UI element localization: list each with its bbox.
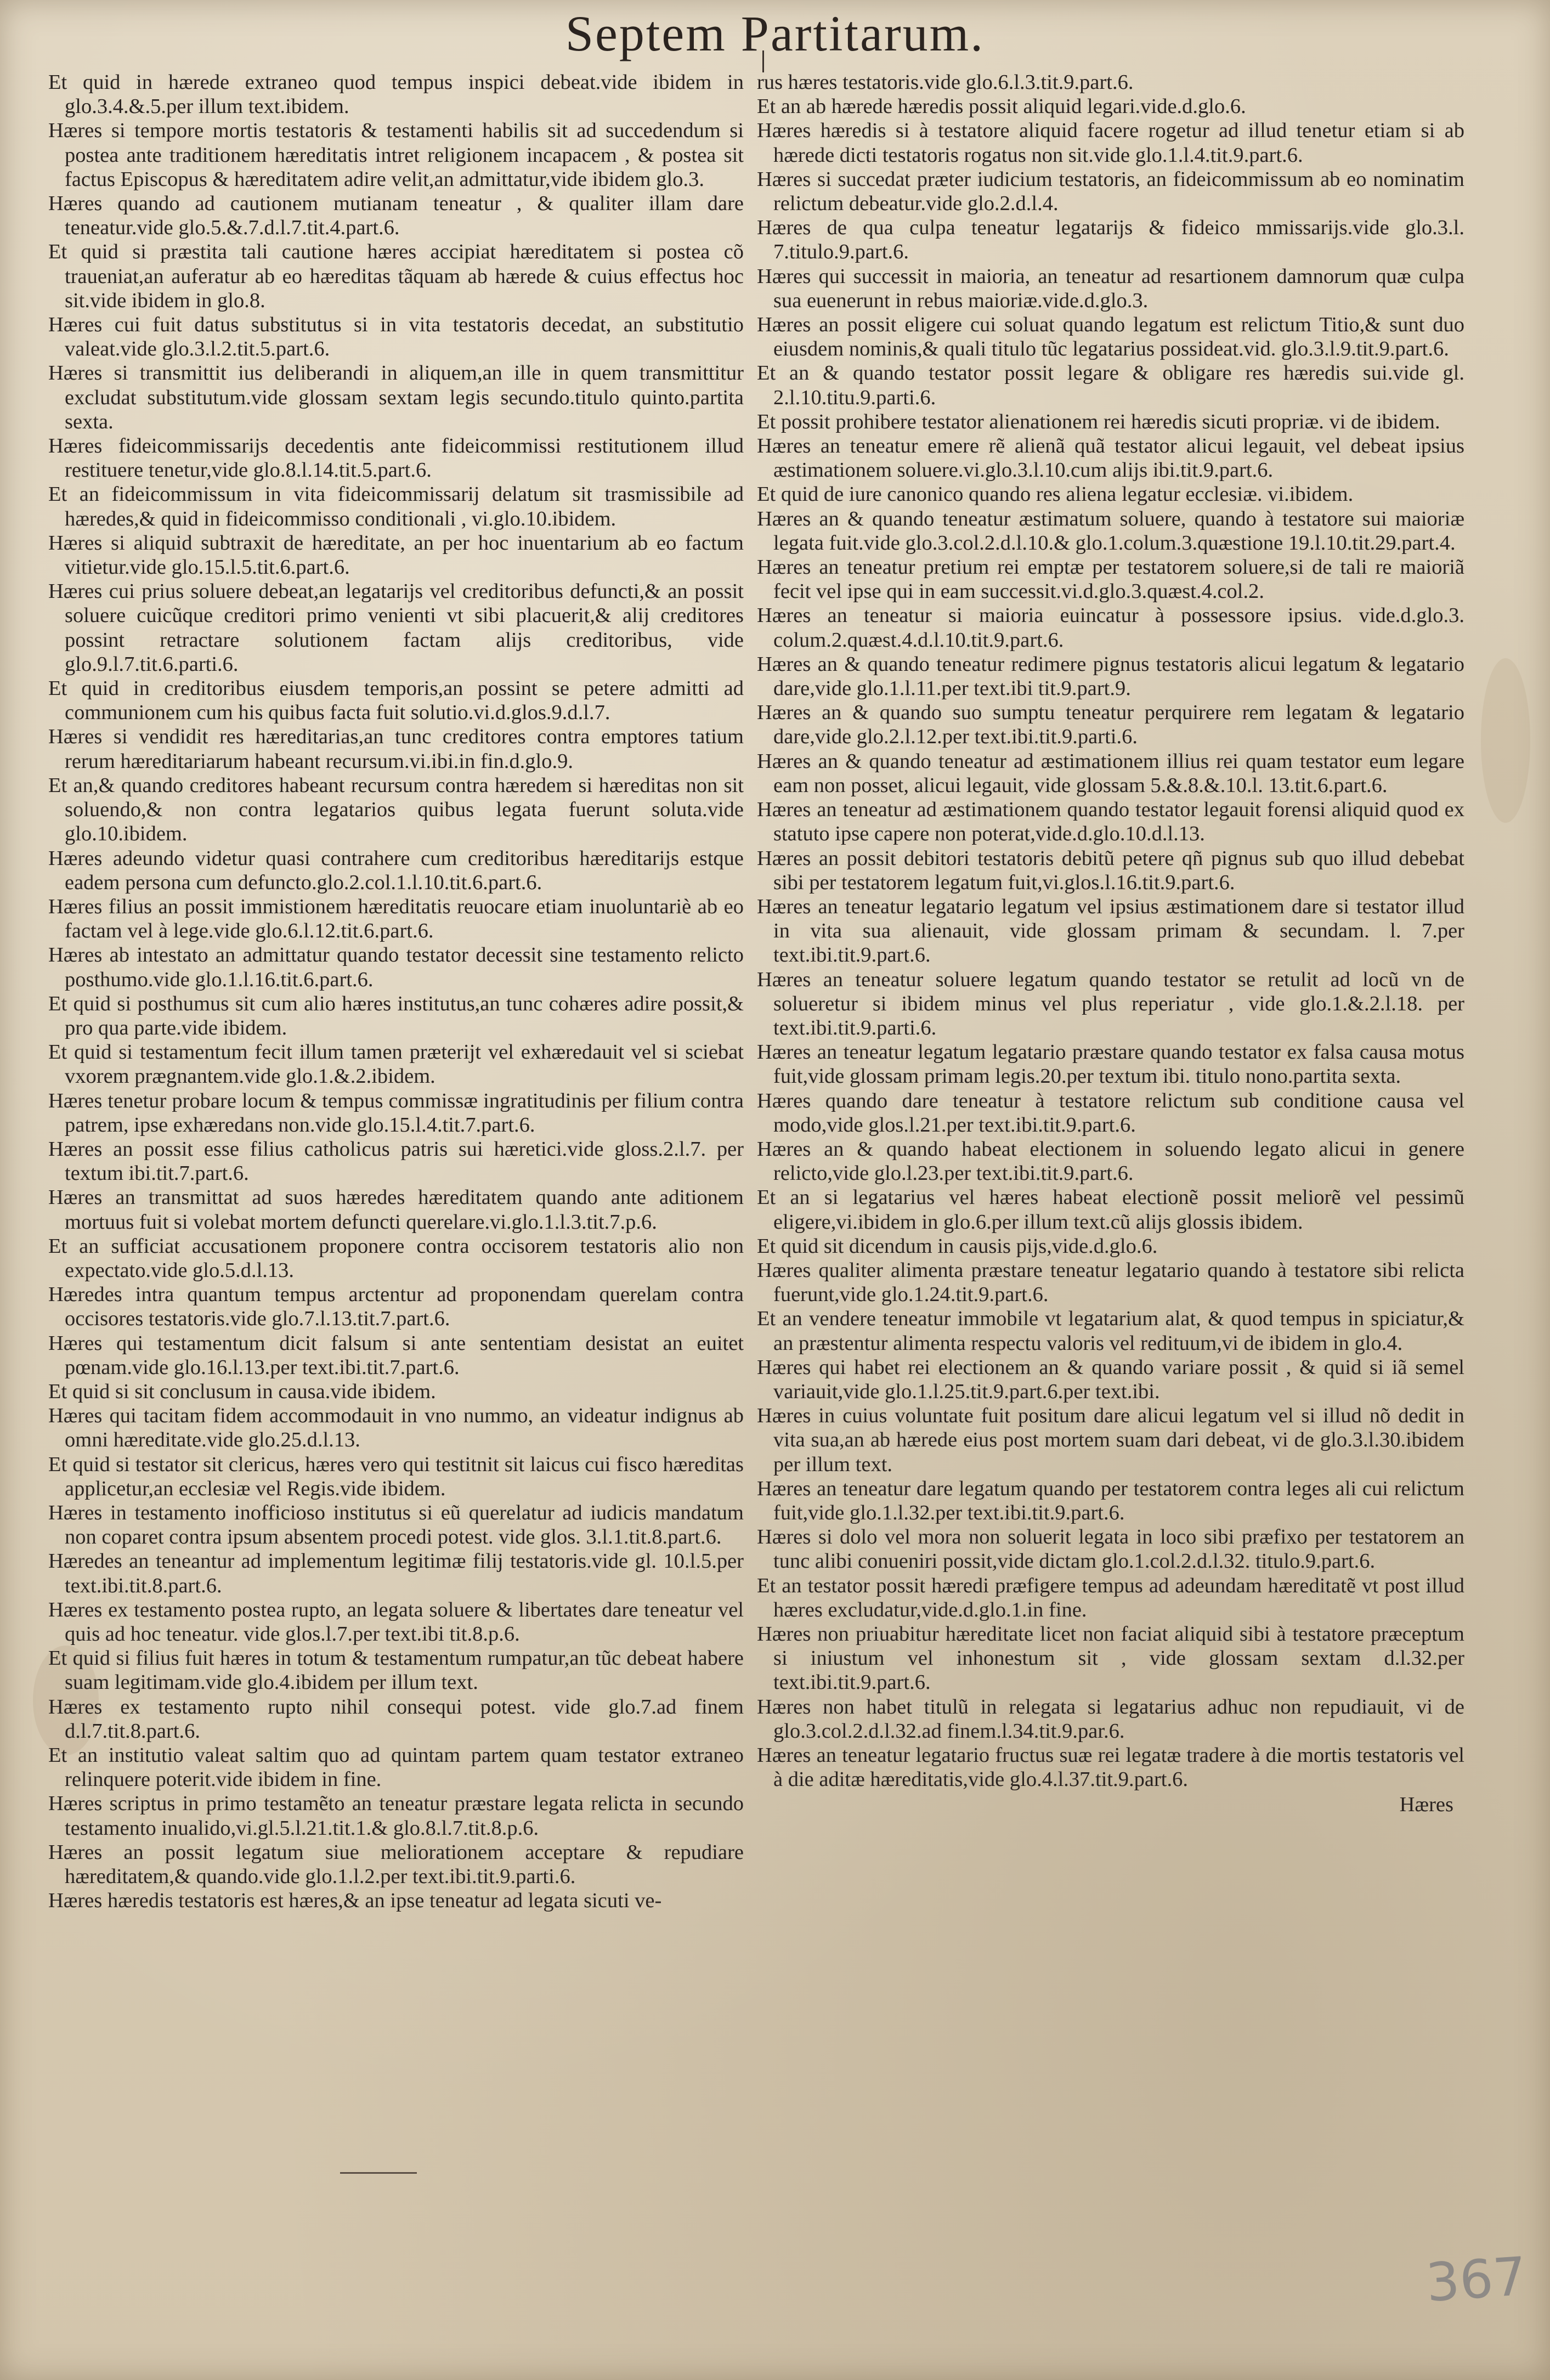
index-entry: rus hæres testatoris.vide glo.6.l.3.tit.9.part.6. bbox=[757, 71, 1134, 94]
index-entry: Et possit prohibere testator alienationem rei hæredis sicuti propriæ. vi de ibidem. bbox=[757, 410, 1440, 433]
index-entry: Et an si legatarius vel hæres habeat electionẽ possit meliorẽ vel pessimũ eligere,vi.ibidem in glo.6.per illum text.cũ alijs glossis ibidem. bbox=[757, 1186, 1464, 1234]
index-entry: Hæres an teneatur legatario fructus suæ rei legatæ tradere à die mortis testatoris vel à die aditæ hæreditatis,vide glo.4.l.37.tit.9.part.6. bbox=[757, 1744, 1464, 1791]
index-entry: Hæres an teneatur dare legatum quando per testatorem contra leges ali cui relictum fuit,vide glo.1.l.32.per text.ibi.tit.9.part.6. bbox=[757, 1477, 1464, 1524]
index-entry: Hæres an & quando teneatur ad æstimationem illius rei quam testator eum legare eam non posset, alicui legauit, vide glossam 5.&.8.&.10.l. 13.tit.6.part.6. bbox=[757, 749, 1464, 797]
index-entry: Hæres non priuabitur hæreditate licet non faciat aliquid sibi à testatore præceptum si iniustum vel inhonestum sit , vide glossam sextam d.l.32.per text.ibi.tit.9.part.6. bbox=[757, 1623, 1464, 1694]
index-entry: Et quid si præstita tali cautione hæres accipiat hæreditatem si postea cõ traueniat,an auferatur ab eo hæreditas tãquam ab hærede & cuius effectus hoc sit.vide ibidem in glo.8. bbox=[48, 240, 744, 312]
index-entry: Hæres ab intestato an admittatur quando testator decessit sine testamento relicto posthumo.vide glo.1.l.16.tit.6.part.6. bbox=[48, 943, 744, 991]
index-entry: Et an testator possit hæredi præfigere tempus ad adeundam hæreditatẽ vt post illud hæres excludatur,vide.d.glo.1.in fine. bbox=[757, 1574, 1464, 1621]
index-entry: Hæres an & quando teneatur æstimatum soluere, quando à testatore sui maioriæ legata fuit.vide glo.3.col.2.d.l.10.& glo.1.colum.3.quæstione 19.l.10.tit.29.part.4. bbox=[757, 507, 1464, 555]
index-entry: Hæres in testamento inofficioso institutus si eũ querelatur ad iudicis mandatum non coparet contra ipsum absentem procedi potest. vide glos. 3.l.1.tit.8.part.6. bbox=[48, 1501, 744, 1549]
right-entries bbox=[757, 70, 1464, 1791]
index-entry: Hæres an transmittat ad suos hæredes hæreditatem quando ante aditionem mortuus fuit si volebat mortem defuncti querelare.vi.glo.1.l.3.tit.7.p.6. bbox=[48, 1186, 744, 1234]
index-entry: Hæres an teneatur pretium rei emptæ per testatorem soluere,si de tali re maioriã fecit vel ipse qui in eam successit.vi.d.glo.3.quæst.4.col.2. bbox=[757, 556, 1464, 603]
index-entry: Et quid in hærede extraneo quod tempus inspici debeat.vide ibidem in glo.3.4.&.5.per illum text.ibidem. bbox=[48, 71, 744, 118]
index-entry: Hæres an possit esse filius catholicus patris sui hæretici.vide gloss.2.l.7. per textum ibi.tit.7.part.6. bbox=[48, 1137, 744, 1185]
catchword: Hæres bbox=[1399, 1793, 1453, 1817]
index-entry: Hæres an teneatur si maioria euincatur à possessore ipsius. vide.d.glo.3. colum.2.quæst.4.d.l.10.tit.9.part.6. bbox=[757, 604, 1464, 652]
index-entry: Et an fideicommissum in vita fideicommissarij delatum sit trasmissibile ad hæredes,& quid in fideicommisso conditionali , vi.glo.10.ibidem. bbox=[48, 483, 744, 530]
right-index-column bbox=[757, 70, 1464, 1817]
index-entry: Hæres qualiter alimenta præstare teneatur legatario quando à testatore sibi relicta fuerunt,vide glo.1.24.tit.9.part.6. bbox=[757, 1258, 1464, 1307]
index-entry: Et quid de iure canonico quando res aliena legatur ecclesiæ. vi.ibidem. bbox=[757, 483, 1354, 506]
index-entry: Et an ab hærede hæredis possit aliquid legari.vide.d.glo.6. bbox=[757, 95, 1246, 118]
index-entry: Hæres qui habet rei electionem an & quando variare possit , & quid si iã semel variauit,vide glo.1.l.25.tit.9.part.6.per text.ibi. bbox=[757, 1355, 1464, 1403]
index-entry: Hæres an teneatur legatario legatum vel ipsius æstimationem dare si testator illud in vita sua alienauit, vide glossam primam & secundam. l. 7.per text.ibi.tit.9.part.6. bbox=[757, 895, 1464, 967]
index-entry: Et an sufficiat accusationem proponere contra occisorem testatoris alio non expectato.vide glo.5.d.l.13. bbox=[48, 1234, 744, 1282]
index-entry: Hæres si vendidit res hæreditarias,an tunc creditores contra emptores tatium rerum hæreditariarum habeant recursum.vi.ibi.in fin.d.glo.9. bbox=[48, 725, 744, 773]
index-entry: Hæres adeundo videtur quasi contrahere cum creditoribus hæreditarijs estque eadem persona cum defuncto.glo.2.col.1.l.10.tit.6.part.6. bbox=[48, 846, 744, 894]
pencil-folio-number: 367 bbox=[1424, 2245, 1529, 2314]
index-entry: Hæres filius an possit immistionem hæreditatis reuocare etiam inuoluntariè ab eo factam vel à lege.vide glo.6.l.12.tit.6.part.6. bbox=[48, 895, 744, 943]
index-entry: Hæres hæredis si à testatore aliquid facere rogetur ad illud tenetur etiam si ab hærede dicti testatoris rogatus non sit.vide glo.1.l.4.tit.9.part.6. bbox=[757, 119, 1464, 167]
index-entry: Hæres cui fuit datus substitutus si in vita testatoris decedat, an substitutio valeat.vide glo.3.l.2.tit.5.part.6. bbox=[48, 313, 744, 361]
index-entry: Hæres si aliquid subtraxit de hæreditate, an per hoc inuentarium ab eo factum vitietur.vide glo.15.l.5.tit.6.part.6. bbox=[48, 531, 744, 579]
index-entry: Hæres si succedat præter iudicium testatoris, an fideicommissum ab eo nominatim relictum debeatur.vide glo.2.d.l.4. bbox=[757, 167, 1464, 216]
index-entry: Hæres an & quando teneatur redimere pignus testatoris alicui legatum & legatario dare,vide glo.1.l.11.per text.ibi tit.9.part.9. bbox=[757, 652, 1464, 700]
index-entry: Hæres qui successit in maioria, an teneatur ad resartionem damnorum quæ culpa sua euenerunt in rebus maioriæ.vide.d.glo.3. bbox=[757, 264, 1464, 312]
index-entry: Et quid si testator sit clericus, hæres vero qui testitnit sit laicus cui fisco hæreditas applicetur,an ecclesiæ vel Regis.vide ibidem. bbox=[48, 1452, 744, 1500]
index-entry: Hæres cui prius soluere debeat,an legatarijs vel creditoribus defuncti,& an possit soluere cuicũque creditori primo venienti vt sibi placuerit,& alij creditores possint retractare solutionem factam alijs creditoribus, vide glo.9.l.7.tit.6.parti.6. bbox=[48, 580, 744, 676]
running-head: Septem Partitarum. bbox=[565, 5, 985, 61]
index-entry: Hæres quando ad cautionem mutianam teneatur , & qualiter illam dare teneatur.vide glo.5.&.7.d.l.7.tit.4.part.6. bbox=[48, 192, 744, 240]
column-end-rule bbox=[340, 2172, 417, 2174]
index-entry: Hæres an & quando habeat electionem in soluendo legato alicui in genere relicto,vide glo.l.23.per text.ibi.tit.9.part.6. bbox=[757, 1137, 1464, 1185]
index-entry: Hæres scriptus in primo testamẽto an teneatur præstare legata relicta in secundo testamento inualido,vi.gl.5.l.21.tit.1.& glo.8.l.7.tit.8.p.6. bbox=[48, 1792, 744, 1840]
paper-stain bbox=[1481, 658, 1530, 823]
index-entry: Et quid sit dicendum in causis pijs,vide.d.glo.6. bbox=[757, 1234, 1158, 1258]
head-ornament-mark bbox=[762, 50, 770, 72]
index-entry: Hæres si tempore mortis testatoris & testamenti habilis sit ad succedendum si postea ante traditionem hæreditatis intret religionem incapacem , & postea sit factus Episcopus & hæreditatem adire velit,an admittatur,vide ibidem glo.3. bbox=[48, 119, 744, 191]
index-entry: Hæres qui tacitam fidem accommodauit in vno nummo, an videatur indignus ab omni hæreditate.vide glo.25.d.l.13. bbox=[48, 1404, 744, 1452]
index-entry: Et quid si testamentum fecit illum tamen præterijt vel exhæredauit vel si sciebat vxorem prægnantem.vide glo.1.&.2.ibidem. bbox=[48, 1041, 744, 1088]
index-entry: Hæres an & quando suo sumptu teneatur perquirere rem legatam & legatario dare,vide glo.2.l.12.per text.ibi.tit.9.parti.6. bbox=[757, 701, 1464, 749]
index-entry: Et quid in creditoribus eiusdem temporis,an possint se petere admitti ad communionem cum his quibus facta fuit solutio.vi.d.glos.9.d.l.7. bbox=[48, 677, 744, 725]
index-entry: Hæres ex testamento rupto nihil consequi potest. vide glo.7.ad finem d.l.7.tit.8.part.6. bbox=[48, 1695, 744, 1743]
index-entry: Hæres ex testamento postea rupto, an legata soluere & libertates dare teneatur vel quis ad hoc teneatur. vide glos.l.7.per text.ibi tit.8.p.6. bbox=[48, 1598, 744, 1646]
index-entry: Hæres si transmittit ius deliberandi in aliquem,an ille in quem transmittitur excludat substitutum.vide glossam sextam legis secundo.titulo quinto.partita sexta. bbox=[48, 361, 744, 433]
index-entry: Hæres an possit legatum siue meliorationem acceptare & repudiare hæreditatem,& quando.vide glo.1.l.2.per text.ibi.tit.9.parti.6. bbox=[48, 1840, 744, 1889]
index-entry: Et an,& quando creditores habeant recursum contra hæredem si hæreditas non sit soluendo,& non contra legatarios quibus legata fuerunt soluta.vide glo.10.ibidem. bbox=[48, 773, 744, 846]
index-entry: Hæres hæredis testatoris est hæres,& an ipse teneatur ad legata sicuti ve- bbox=[48, 1889, 662, 1913]
index-entry: Hæres an teneatur legatum legatario præstare quando testator ex falsa causa motus fuit,vide glossam primam legis.20.per textum ibi. titulo nono.partita sexta. bbox=[757, 1041, 1464, 1088]
index-entry: Hæres non habet titulũ in relegata si legatarius adhuc non repudiauit, vi de glo.3.col.2.d.l.32.ad finem.l.34.tit.9.par.6. bbox=[757, 1695, 1464, 1743]
index-entry: Hæres an teneatur ad æstimationem quando testator legauit forensi aliquid quod ex statuto ipse capere non poterat,vide.d.glo.10.d.l.13. bbox=[757, 798, 1464, 846]
index-entry: Hæres an teneatur soluere legatum quando testator se retulit ad locũ vn de solueretur si ibidem minus vel plus reperiatur , vide glo.1.&.2.l.18. per text.ibi.tit.9.parti.6. bbox=[757, 968, 1464, 1039]
index-entry: Et an institutio valeat saltim quo ad quintam partem quam testator extraneo relinquere poterit.vide ibidem in fine. bbox=[48, 1744, 744, 1791]
index-entry: Et quid si sit conclusum in causa.vide ibidem. bbox=[48, 1380, 436, 1403]
index-entry: Et an vendere teneatur immobile vt legatarium alat, & quod tempus in spiciatur,& an præstentur alimenta respectu valoris vel redituum,vi de ibidem in glo.4. bbox=[757, 1307, 1464, 1355]
index-entry: Hæres an possit debitori testatoris debitũ petere qñ pignus sub quo illud debebat sibi per testatorem legatum fuit,vi.glos.l.16.tit.9.part.6. bbox=[757, 846, 1464, 894]
left-index-column bbox=[48, 70, 744, 1913]
index-entry: Hæres an teneatur emere rẽ alienã quã testator alicui legauit, vel debeat ipsius æstimationem soluere.vi.glo.3.l.10.cum alijs ibi.tit.9.part.6. bbox=[757, 434, 1464, 482]
index-entry: Hæres quando dare teneatur à testatore relictum sub conditione causa vel modo,vide glos.l.21.per text.ibi.tit.9.part.6. bbox=[757, 1089, 1464, 1137]
index-entry: Hæres qui testamentum dicit falsum si ante sententiam desistat an euitet pœnam.vide glo.16.l.13.per text.ibi.tit.7.part.6. bbox=[48, 1331, 744, 1379]
index-entry: Et an & quando testator possit legare & obligare res hæredis sui.vide gl. 2.l.10.titu.9.parti.6. bbox=[757, 361, 1464, 409]
index-entry: Hæres de qua culpa teneatur legatarijs & fideico mmissarijs.vide glo.3.l. 7.titulo.9.part.6. bbox=[757, 216, 1464, 264]
index-entry: Hæres si dolo vel mora non soluerit legata in loco sibi præfixo per testatorem an tunc alibi conueniri possit,vide dictam glo.1.col.2.d.l.32. titulo.9.part.6. bbox=[757, 1525, 1464, 1573]
index-entry: Et quid si filius fuit hæres in totum & testamentum rumpatur,an tũc debeat habere suam legitimam.vide glo.4.ibidem per illum text. bbox=[48, 1647, 744, 1694]
index-entry: Hæres fideicommissarijs decedentis ante fideicommissi restitutionem illud restituere tenetur,vide glo.8.l.14.tit.5.part.6. bbox=[48, 434, 744, 482]
index-entry: Hæredes an teneantur ad implementum legitimæ filij testatoris.vide gl. 10.l.5.per text.ibi.tit.8.part.6. bbox=[48, 1550, 744, 1597]
index-entry: Hæres an possit eligere cui soluat quando legatum est relictum Titio,& sunt duo eiusdem nominis,& quali titulo tũc legatarius possideat.vid. glo.3.l.9.tit.9.part.6. bbox=[757, 313, 1464, 361]
index-entry: Hæres tenetur probare locum & tempus commissæ ingratitudinis per filium contra patrem, ipse exhæredans non.vide glo.15.l.4.tit.7.part.6. bbox=[48, 1089, 744, 1137]
index-entry: Hæres in cuius voluntate fuit positum dare alicui legatum vel si illud nõ dedit in vita sua,an ab hærede eius post mortem suam dari debeat, vi de glo.3.l.30.ibidem per illum text. bbox=[757, 1404, 1464, 1476]
index-entry: Et quid si posthumus sit cum alio hæres institutus,an tunc cohæres adire possit,& pro qua parte.vide ibidem. bbox=[48, 992, 744, 1039]
index-entry: Hæredes intra quantum tempus arctentur ad proponendam querelam contra occisores testatoris.vide glo.7.l.13.tit.7.part.6. bbox=[48, 1283, 744, 1331]
